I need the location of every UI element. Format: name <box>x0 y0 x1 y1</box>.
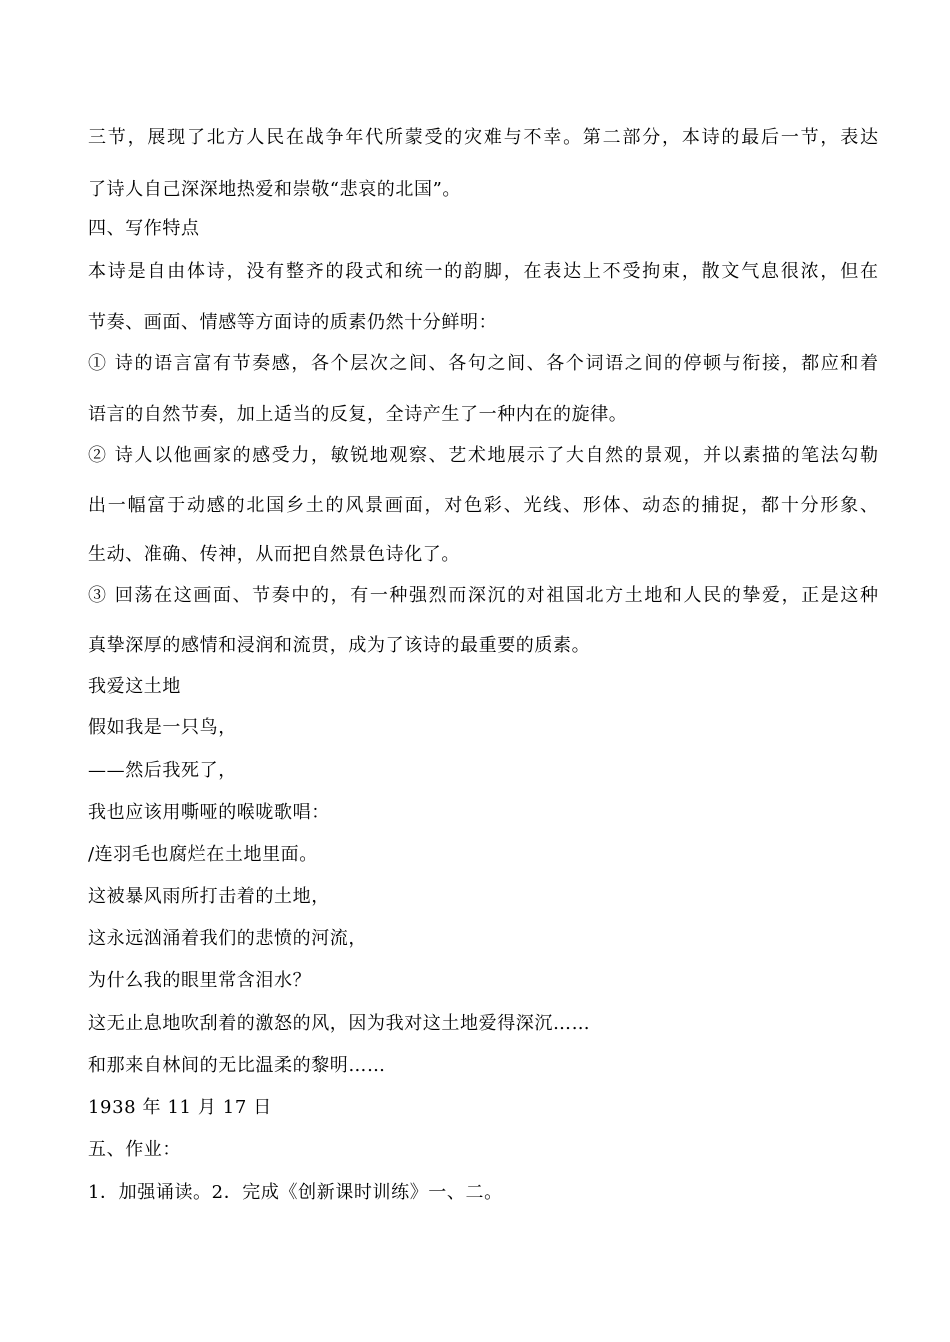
poem-line: 我也应该用嘶哑的喉咙歌唱： <box>88 802 330 823</box>
poem-line: ——然后我死了， <box>88 760 237 781</box>
paragraph-line: 节奏、画面、情感等方面诗的质素仍然十分鲜明： <box>88 312 498 333</box>
poem-line: 这被暴风雨所打击着的土地， <box>88 886 330 907</box>
list-item-line: 语言的自然节奏，加上适当的反复，全诗产生了一种内在的旋律。 <box>88 404 628 425</box>
list-item-line: 出一幅富于动感的北国乡土的风景画面，对色彩、光线、形体、动态的捕捉，都十分形象、 <box>88 495 878 516</box>
paragraph-line: 本诗是自由体诗，没有整齐的段式和统一的韵脚，在表达上不受拘束，散文气息很浓，但在 <box>88 261 878 282</box>
poem-line: 这无止息地吹刮着的激怒的风，因为我对这土地爱得深沉…… <box>88 1013 591 1034</box>
section-heading: 四、写作特点 <box>88 218 200 239</box>
section-heading: 五、作业： <box>88 1139 181 1160</box>
poem-title: 我爱这土地 <box>88 676 181 697</box>
list-item-line: 真挚深厚的感情和浸润和流贯，成为了该诗的最重要的质素。 <box>88 635 591 656</box>
list-item-line: ③ 回荡在这画面、节奏中的，有一种强烈而深沉的对祖国北方土地和人民的挚爱，正是这种 <box>88 585 878 606</box>
poem-line: 和那来自林间的无比温柔的黎明…… <box>88 1055 386 1076</box>
poem-line: 为什么我的眼里常含泪水？ <box>88 970 312 991</box>
poem-line: 这永远汹涌着我们的悲愤的河流， <box>88 928 367 949</box>
poem-line: 假如我是一只鸟， <box>88 717 237 738</box>
homework-line: 1．加强诵读。2．完成《创新课时训练》一、二。 <box>88 1182 503 1203</box>
paragraph-line: 了诗人自己深深地热爱和崇敬“悲哀的北国”。 <box>88 179 462 200</box>
poem-date: 1938 年 11 月 17 日 <box>88 1097 272 1118</box>
paragraph-line: 三节，展现了北方人民在战争年代所蒙受的灾难与不幸。第二部分，本诗的最后一节，表达 <box>88 127 878 148</box>
poem-line: /连羽毛也腐烂在土地里面。 <box>88 844 318 865</box>
list-item-line: ① 诗的语言富有节奏感，各个层次之间、各句之间、各个词语之间的停顿与衔接，都应和着 <box>88 353 878 374</box>
list-item-line: ② 诗人以他画家的感受力，敏锐地观察、艺术地展示了大自然的景观，并以素描的笔法勾勒 <box>88 445 878 466</box>
list-item-line: 生动、准确、传神，从而把自然景色诗化了。 <box>88 544 460 565</box>
